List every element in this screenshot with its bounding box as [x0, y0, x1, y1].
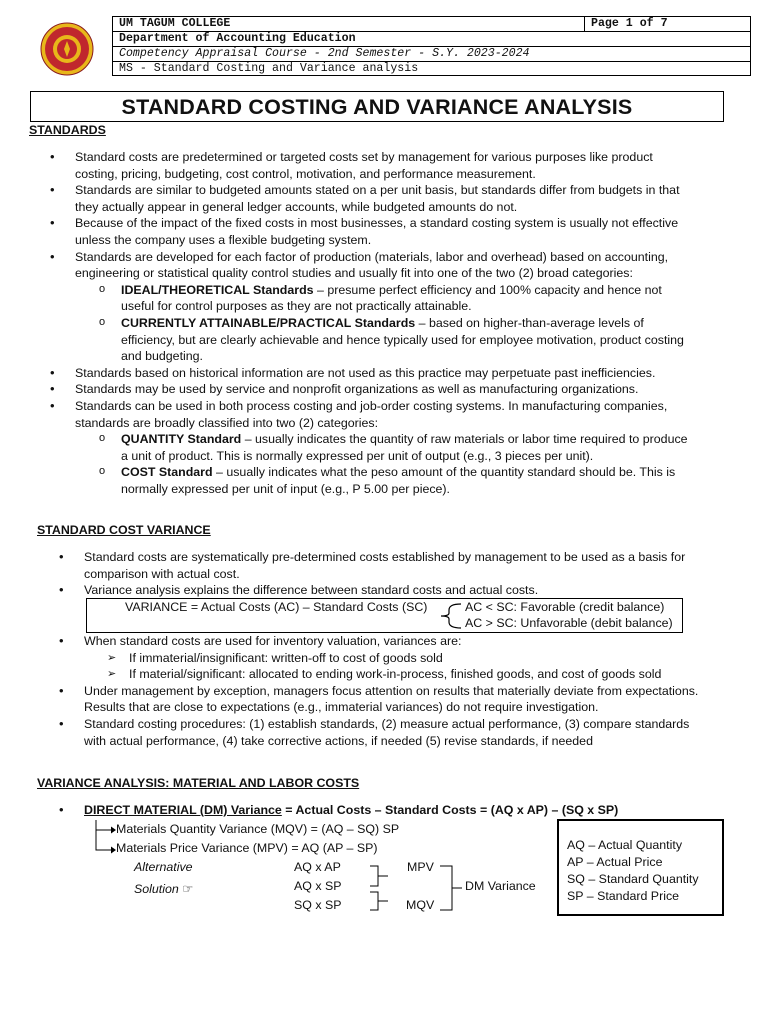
definition: – based on higher-than-average levels of efficiency, but are clearly achievable and hence typically used for employee motivation, product costing and budgeting. [121, 315, 684, 364]
list-item: • Standards are similar to budgeted amounts stated on a per unit basis, but standards differ from budgets in that they actually appear in general ledger accounts, while budgeted amounts do not. [75, 182, 693, 215]
section-heading-standards: STANDARDS [29, 123, 106, 137]
definition: – presume perfect efficiency and 100% capacity and hence not useful for control purposes as they are not practically attainable. [121, 282, 662, 314]
abbreviation-legend-box [557, 819, 724, 916]
variance-formula-box [86, 598, 683, 633]
unfavorable-rule: AC > SC: Unfavorable (debit balance) [465, 616, 673, 630]
list-item-text: Standards can be used in both process costing and job-order costing systems. In manufacturing companies, standards are broadly classified into two (2) categories: [75, 398, 668, 430]
header-college-row [113, 17, 750, 32]
variance-formula: VARIANCE = Actual Costs (AC) – Standard Costs (SC) [125, 600, 428, 614]
sub-list-item [121, 282, 693, 315]
list-item: • Standards may be used by service and nonprofit organizations as well as manufacturing organizations. [75, 381, 693, 398]
dm-variance-list [84, 802, 724, 819]
list-item: • Standard costing procedures: (1) establish standards, (2) measure actual performance, (3) compare standards with actual performance, (4) take corrective actions, if needed (5) revise standards, if needed [84, 716, 704, 749]
list-item-text: Standards are developed for each factor of production (materials, labor and overhead) based on accounting, engineering or statistical quality control studies and usually fit into one of the two (2) broad categories: [75, 249, 669, 281]
mpv-label: MPV [407, 860, 434, 874]
list-item: • Variance analysis explains the difference between standard costs and actual costs. [84, 582, 694, 599]
term: COST Standard [121, 465, 213, 480]
solution-label [134, 881, 193, 896]
arrow-list-item: ➢ If immaterial/insignificant: written-off to cost of goods sold [129, 650, 704, 667]
solution-text: Solution [134, 882, 179, 896]
list-item: • Because of the impact of the fixed costs in most businesses, a standard costing system is usually not effective unless the company uses a flexible budgeting system. [75, 215, 693, 248]
legend-item: SP – Standard Price [567, 889, 680, 903]
dm-formula: = Actual Costs – Standard Costs = (AQ x AP) – (SQ x SP) [281, 803, 619, 817]
pointing-hand-icon: ☞ [182, 882, 194, 896]
header-course: Competency Appraisal Course - 2nd Semester - S.Y. 2023-2024 [113, 47, 750, 62]
list-item [84, 633, 704, 683]
brace-icon [427, 602, 463, 630]
row-aq-sp: AQ x SP [294, 879, 342, 893]
alternative-label: Alternative [134, 860, 193, 874]
mpv-formula: Materials Price Variance (MPV) = AQ (AP – SP) [116, 841, 378, 855]
arrow-list-item: ➢ If material/significant: allocated to ending work-in-process, finished goods, and cost of goods sold [129, 666, 704, 683]
header-page-number: Page 1 of 7 [584, 17, 750, 32]
legend-item: AP – Actual Price [567, 855, 663, 869]
dm-variance-label: DM Variance [465, 879, 536, 893]
header-college: UM TAGUM COLLEGE [119, 17, 231, 30]
list-item: • Standard costs are predetermined or targeted costs set by management for various purposes like product costing, pricing, budgeting, cost control, motivation, and performance measurement. [75, 149, 693, 182]
section-heading-variance-analysis: VARIANCE ANALYSIS: MATERIAL AND LABOR COSTS [37, 776, 360, 790]
term: CURRENTLY ATTAINABLE/PRACTICAL Standards [121, 315, 416, 330]
favorable-rule: AC < SC: Favorable (credit balance) [465, 600, 665, 614]
mqv-formula: Materials Quantity Variance (MQV) = (AQ – SQ) SP [116, 822, 400, 836]
definition: – usually indicates the quantity of raw materials or labor time required to produce a unit of product. This is normally expressed per unit of output (e.g., 3 pieces per unit). [121, 432, 688, 463]
list-item [75, 398, 693, 498]
header-subject: MS - Standard Costing and Variance analysis [119, 62, 419, 75]
list-item: • Under management by exception, managers focus attention on results that materially deviate from expectations. Results that are close to expectations (e.g., immaterial variances) do not require investigation. [84, 683, 704, 716]
variance-list-top [84, 549, 694, 599]
sub-list-item [121, 464, 693, 497]
college-seal-logo [40, 22, 94, 76]
list-item: • Standard costs are systematically pre-determined costs established by management to be used as a basis for comparison with actual cost. [84, 549, 694, 582]
standards-list [75, 149, 693, 497]
standards-categories-list [75, 282, 693, 365]
term: DIRECT MATERIAL (DM) Variance [84, 803, 282, 817]
legend-item: AQ – Actual Quantity [567, 838, 683, 852]
section-heading-standard-cost-variance: STANDARD COST VARIANCE [37, 523, 211, 537]
list-item [84, 802, 724, 819]
mqv-label: MQV [406, 898, 435, 912]
sub-list-item [121, 431, 693, 464]
document-header-table [112, 16, 751, 76]
document-title: STANDARD COSTING AND VARIANCE ANALYSIS [30, 91, 724, 122]
list-item [75, 249, 693, 365]
legend-item: SQ – Standard Quantity [567, 872, 699, 886]
term: IDEAL/THEORETICAL Standards [121, 282, 314, 297]
list-item-text: When standard costs are used for inventory valuation, variances are: [84, 634, 462, 648]
row-sq-sp: SQ x SP [294, 898, 342, 912]
inventory-valuation-list [84, 650, 704, 683]
row-aq-ap: AQ x AP [294, 860, 341, 874]
header-department: Department of Accounting Education [113, 32, 750, 47]
standards-classification-list [75, 431, 693, 497]
definition: – usually indicates what the peso amount of the quantity standard should be. This is normally expressed per unit of input (e.g., P 5.00 per piece). [121, 465, 676, 496]
list-item: • Standards based on historical information are not used as this practice may perpetuate past inefficiencies. [75, 365, 693, 382]
sub-list-item [121, 315, 693, 365]
term: QUANTITY Standard [121, 432, 242, 447]
tree-connector-icon [94, 820, 118, 856]
variance-list-bottom [84, 633, 704, 749]
